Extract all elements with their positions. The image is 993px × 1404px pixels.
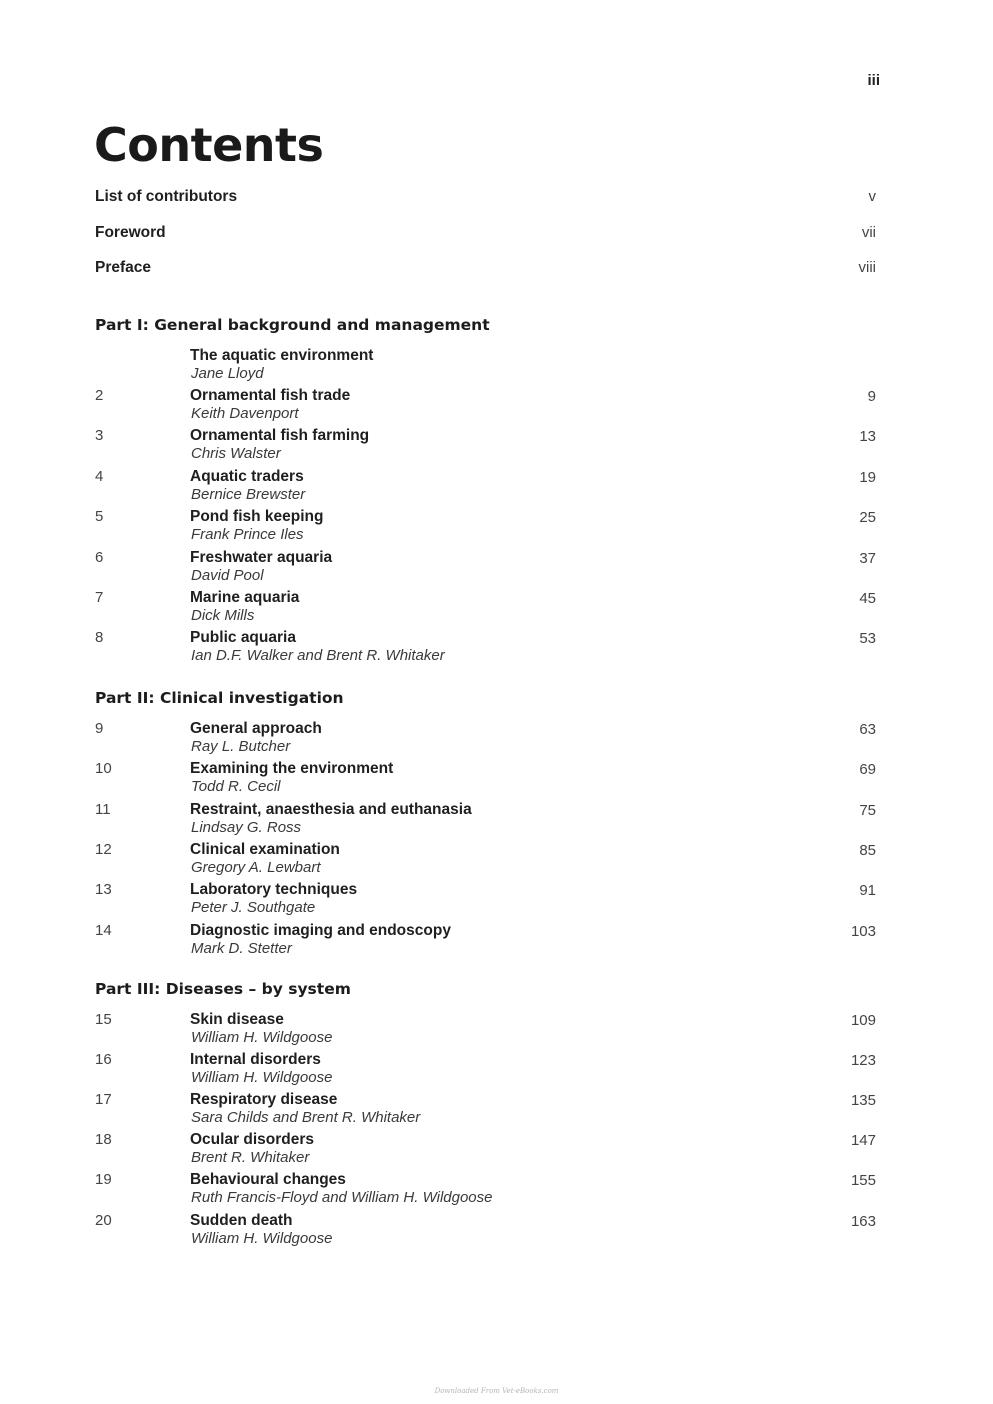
chapter-entry[interactable] (95, 922, 876, 960)
chapter-number: 6 (95, 549, 104, 566)
chapter-page: 123 (850, 1052, 876, 1069)
chapter-entry[interactable] (95, 468, 876, 506)
chapter-title: Clinical examination (190, 841, 340, 858)
front-matter-page: v (868, 188, 876, 205)
chapter-page: 109 (850, 1012, 876, 1029)
chapter-author: Keith Davenport (191, 405, 299, 422)
chapter-author: Bernice Brewster (191, 486, 306, 503)
chapter-entry[interactable] (95, 589, 876, 627)
chapter-number: 19 (95, 1171, 112, 1188)
chapter-number: 7 (95, 589, 104, 606)
chapter-author: Brent R. Whitaker (191, 1149, 310, 1166)
chapter-title: Restraint, anaesthesia and euthanasia (190, 801, 472, 818)
chapter-number: 15 (95, 1011, 112, 1028)
chapter-entry[interactable] (95, 1051, 876, 1089)
chapter-title: Internal disorders (190, 1051, 321, 1068)
chapter-author: Ray L. Butcher (191, 738, 291, 755)
chapter-title: Public aquaria (190, 629, 296, 646)
chapter-title: Ocular disorders (190, 1131, 315, 1148)
chapter-entry[interactable] (95, 508, 876, 546)
chapter-number: 8 (95, 629, 104, 646)
chapter-author: William H. Wildgoose (191, 1230, 333, 1247)
chapter-number: 4 (95, 468, 104, 485)
chapter-entry[interactable] (95, 387, 876, 425)
page-title: Contents (94, 118, 324, 172)
part-heading: Part I: General background and management (95, 316, 490, 334)
chapter-entry[interactable] (95, 1171, 876, 1209)
chapter-number: 9 (95, 720, 104, 737)
part-heading: Part III: Diseases – by system (95, 980, 351, 998)
front-matter-page: vii (861, 224, 876, 241)
chapter-page: 103 (850, 923, 876, 940)
chapter-title: The aquatic environment (190, 347, 374, 364)
chapter-author: Ian D.F. Walker and Brent R. Whitaker (191, 647, 445, 664)
front-matter-page: viii (858, 259, 876, 276)
chapter-number: 16 (95, 1051, 112, 1068)
chapter-entry[interactable] (95, 801, 876, 839)
chapter-number: 17 (95, 1091, 112, 1108)
chapter-page: 63 (859, 721, 876, 738)
front-matter-entry[interactable] (95, 224, 876, 244)
chapter-page: 75 (859, 802, 876, 819)
chapter-number: 10 (95, 760, 112, 777)
chapter-title: Examining the environment (190, 760, 394, 777)
chapter-number: 2 (95, 387, 104, 404)
chapter-entry[interactable] (95, 841, 876, 879)
page-number: iii (867, 72, 880, 89)
chapter-page: 155 (850, 1172, 876, 1189)
front-matter-entry[interactable] (95, 188, 876, 208)
chapter-author: Lindsay G. Ross (191, 819, 302, 836)
chapter-number: 3 (95, 427, 104, 444)
front-matter-label: Foreword (95, 224, 166, 241)
chapter-entry[interactable] (95, 629, 876, 667)
chapter-page: 85 (859, 842, 876, 859)
chapter-entry[interactable] (95, 1011, 876, 1049)
chapter-author: Chris Walster (191, 445, 281, 462)
chapter-page: 37 (859, 550, 876, 567)
chapter-entry[interactable] (95, 427, 876, 465)
front-matter-label: List of contributors (95, 188, 238, 205)
chapter-page: 69 (859, 761, 876, 778)
chapter-page: 135 (850, 1092, 876, 1109)
chapter-author: William H. Wildgoose (191, 1069, 333, 1086)
side-watermark (0, 210, 39, 240)
chapter-title: Skin disease (190, 1011, 284, 1028)
chapter-title: Freshwater aquaria (190, 549, 333, 566)
chapter-page: 25 (859, 509, 876, 526)
chapter-author: Sara Childs and Brent R. Whitaker (191, 1109, 421, 1126)
chapter-number: 18 (95, 1131, 112, 1148)
chapter-title: Aquatic traders (190, 468, 304, 485)
part-heading: Part II: Clinical investigation (95, 689, 344, 707)
chapter-author: Ruth Francis-Floyd and William H. Wildgoose (191, 1189, 493, 1206)
chapter-title: Respiratory disease (190, 1091, 338, 1108)
chapter-number: 14 (95, 922, 112, 939)
chapter-number: 20 (95, 1212, 112, 1229)
chapter-number: 12 (95, 841, 112, 858)
chapter-entry[interactable] (95, 1212, 876, 1250)
chapter-author: Gregory A. Lewbart (191, 859, 321, 876)
chapter-entry[interactable] (95, 347, 876, 385)
chapter-title: Ornamental fish farming (190, 427, 370, 444)
chapter-title: Pond fish keeping (190, 508, 324, 525)
chapter-entry[interactable] (95, 1091, 876, 1129)
chapter-number: 5 (95, 508, 104, 525)
chapter-author: Frank Prince Iles (191, 526, 304, 543)
chapter-title: General approach (190, 720, 322, 737)
chapter-author: Peter J. Southgate (191, 899, 316, 916)
chapter-title: Laboratory techniques (190, 881, 358, 898)
chapter-title: Behavioural changes (190, 1171, 346, 1188)
chapter-page: 91 (859, 882, 876, 899)
chapter-page: 147 (850, 1132, 876, 1149)
chapter-title: Ornamental fish trade (190, 387, 351, 404)
chapter-entry[interactable] (95, 881, 876, 919)
chapter-number: 11 (95, 801, 111, 818)
chapter-entry[interactable] (95, 760, 876, 798)
chapter-page: 9 (867, 388, 876, 405)
chapter-author: Jane Lloyd (191, 365, 264, 382)
chapter-author: William H. Wildgoose (191, 1029, 333, 1046)
footer-watermark: Downloaded From Vet-eBooks.com (434, 1387, 559, 1395)
chapter-author: David Pool (191, 567, 264, 584)
chapter-title: Diagnostic imaging and endoscopy (190, 922, 451, 939)
chapter-entry[interactable] (95, 720, 876, 758)
chapter-entry[interactable] (95, 549, 876, 587)
chapter-author: Dick Mills (191, 607, 255, 624)
chapter-title: Sudden death (190, 1212, 293, 1229)
chapter-author: Mark D. Stetter (191, 940, 292, 957)
chapter-page: 19 (859, 469, 876, 486)
front-matter-entry[interactable] (95, 259, 876, 279)
chapter-page: 163 (850, 1213, 876, 1230)
chapter-page: 45 (859, 590, 876, 607)
chapter-entry[interactable] (95, 1131, 876, 1169)
chapter-title: Marine aquaria (190, 589, 300, 606)
chapter-author: Todd R. Cecil (191, 778, 281, 795)
chapter-page: 13 (859, 428, 876, 445)
chapter-number: 13 (95, 881, 112, 898)
front-matter-label: Preface (95, 259, 152, 276)
chapter-page: 53 (859, 630, 876, 647)
